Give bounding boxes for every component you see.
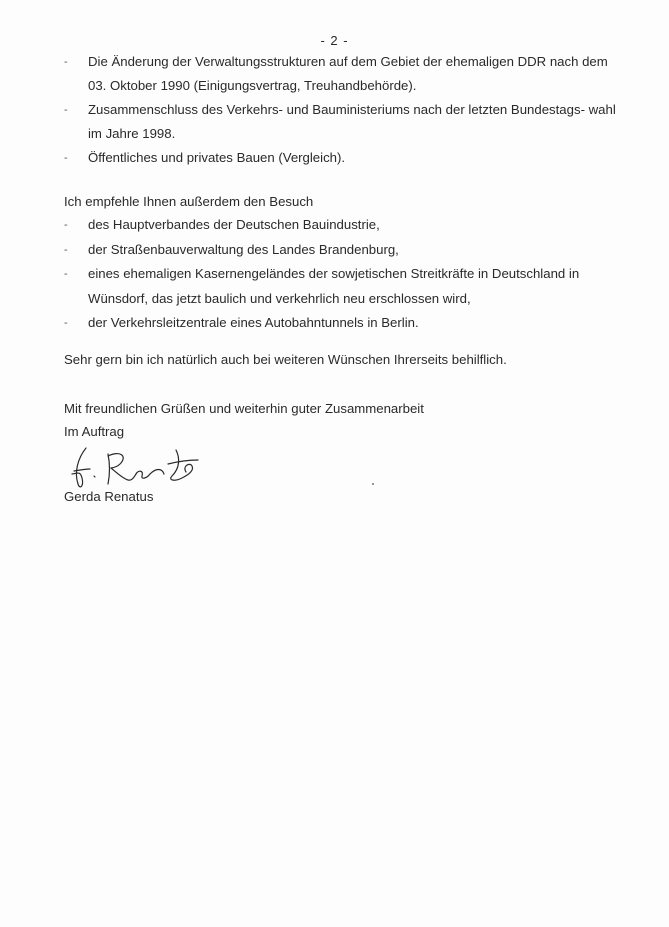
visit-intro: Ich empfehle Ihnen außerdem den Besuch: [64, 194, 314, 209]
on-behalf-line: Im Auftrag: [64, 424, 125, 439]
visit-list: [62, 213, 622, 336]
list-item: [62, 146, 622, 170]
list-item: [62, 311, 622, 336]
signer-name: Gerda Renatus: [64, 489, 154, 504]
visit-text: des Hauptverbandes der Deutschen Bauindustrie,: [88, 217, 380, 232]
topic-text: Zusammenschluss des Verkehrs- und Bauministeriums nach der letzten Bundestags- wahl im Jahre 1998.: [88, 102, 616, 141]
bullet-icon: -: [64, 56, 68, 68]
topic-text: Öffentliches und privates Bauen (Vergleich).: [88, 150, 346, 165]
bullet-icon: -: [64, 152, 68, 164]
bullet-icon: -: [64, 104, 68, 116]
visit-text: eines ehemaligen Kasernengeländes der sowjetischen Streitkräfte in Deutschland in Wünsdorf, das jetzt baulich und verkehrlich neu erschlossen wird,: [88, 266, 580, 306]
topic-text: Die Änderung der Verwaltungsstrukturen auf dem Gebiet der ehemaligen DDR nach dem 03. Oktober 1990 (Einigungsvertrag, Treuhandbehörde).: [88, 54, 608, 93]
bullet-icon: -: [64, 219, 68, 231]
list-item: [62, 50, 622, 98]
page-number: - 2 -: [320, 33, 349, 48]
list-item: [62, 238, 622, 263]
wish-paragraph: Sehr gern bin ich natürlich auch bei weiteren Wünschen Ihrerseits behilflich.: [64, 352, 507, 367]
bullet-icon: -: [64, 243, 68, 256]
list-item: [62, 98, 622, 146]
bullet-icon: -: [64, 268, 68, 280]
list-item: [62, 262, 622, 311]
list-item: [62, 213, 622, 238]
visit-text: der Verkehrsleitzentrale eines Autobahntunnels in Berlin.: [88, 315, 419, 330]
topic-list: [62, 50, 622, 170]
scan-speck: [372, 483, 374, 485]
closing-greeting: Mit freundlichen Grüßen und weiterhin guter Zusammenarbeit: [64, 401, 424, 416]
visit-text: der Straßenbauverwaltung des Landes Brandenburg,: [88, 241, 399, 257]
bullet-icon: -: [64, 317, 68, 329]
